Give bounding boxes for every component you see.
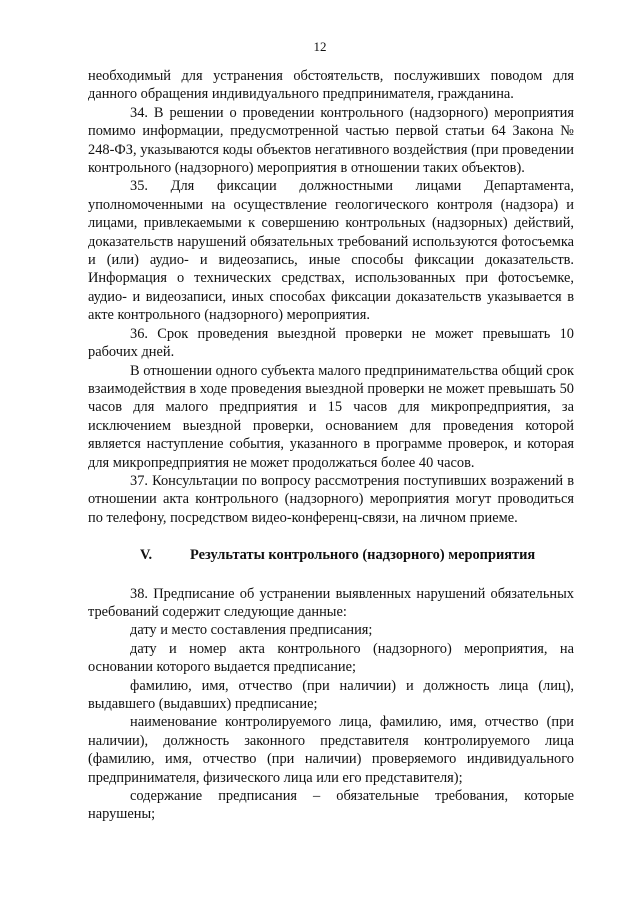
- section-number: V.: [140, 547, 153, 564]
- paragraph-36: 36. Срок проведения выездной проверки не может превышать 10 рабочих дней.: [88, 325, 574, 361]
- page-number: 12: [313, 39, 327, 54]
- list-item: дату и место составления предписания;: [130, 622, 373, 639]
- list-item: наименование контролируемого лица, фамилию, имя, отчество (при наличии), должность законного представителя контролируемого лица (фамилию, имя, отчество (при наличии) проверяемого индивидуального предпринимателя, физического лица или его представителя);: [88, 714, 574, 786]
- section-heading: [88, 546, 574, 564]
- paragraph-38: 38. Предписание об устранении выявленных нарушений обязательных требований содержит следующие данные:: [88, 585, 574, 620]
- paragraph: необходимый для устранения обстоятельств, послуживших поводом для данного обращения индивидуального предпринимателя, гражданина.: [88, 68, 574, 103]
- paragraph: В отношении одного субъекта малого предпринимательства общий срок взаимодействия в ходе проведения выездной проверки не может превышать 50 часов для малого предприятия и 15 часов для микропредприятия, за исключением выездной проверки, основанием для проведения которой является наступление события, указанного в программе проверок, и которая для микропредприятия не может продолжаться более 40 часов.: [88, 362, 574, 471]
- list-item: дату и номер акта контрольного (надзорного) мероприятия, на основании которого выдается предписание;: [88, 640, 574, 676]
- document-body: [88, 67, 574, 824]
- list-item: фамилию, имя, отчество (при наличии) и должность лица (лиц), выдавшего (выдавших) предписание;: [88, 677, 574, 712]
- paragraph-35: 35. Для фиксации должностными лицами Департамента, уполномоченными на осуществление геологического контроля (надзора) и лицами, привлекаемыми к совершению контрольных (надзорных) действий, доказательств нарушений обязательных требований используются фотосъемка и (или) аудио- и видеозапись, иные способы фиксации доказательств. Информация о технических средствах, использованных при фотосъемке, аудио- и видеозаписи, иных способах фиксации доказательств указывается в акте контрольного (надзорного) мероприятия.: [88, 178, 574, 324]
- section-title: Результаты контрольного (надзорного) мероприятия: [190, 547, 536, 564]
- list-item: содержание предписания – обязательные требования, которые нарушены;: [88, 788, 574, 823]
- paragraph-37: 37. Консультации по вопросу рассмотрения поступивших возражений в отношении акта контрольного (надзорного) мероприятия могут проводиться по телефону, посредством видео-конференц-связи, на личном приеме.: [88, 472, 574, 526]
- paragraph-34: 34. В решении о проведении контрольного (надзорного) мероприятия помимо информации, предусмотренной частью первой статьи 64 Закона № 248-ФЗ, указываются коды объектов негативного воздействия (при проведении контрольного (надзорного) мероприятия в отношении таких объектов).: [88, 104, 574, 177]
